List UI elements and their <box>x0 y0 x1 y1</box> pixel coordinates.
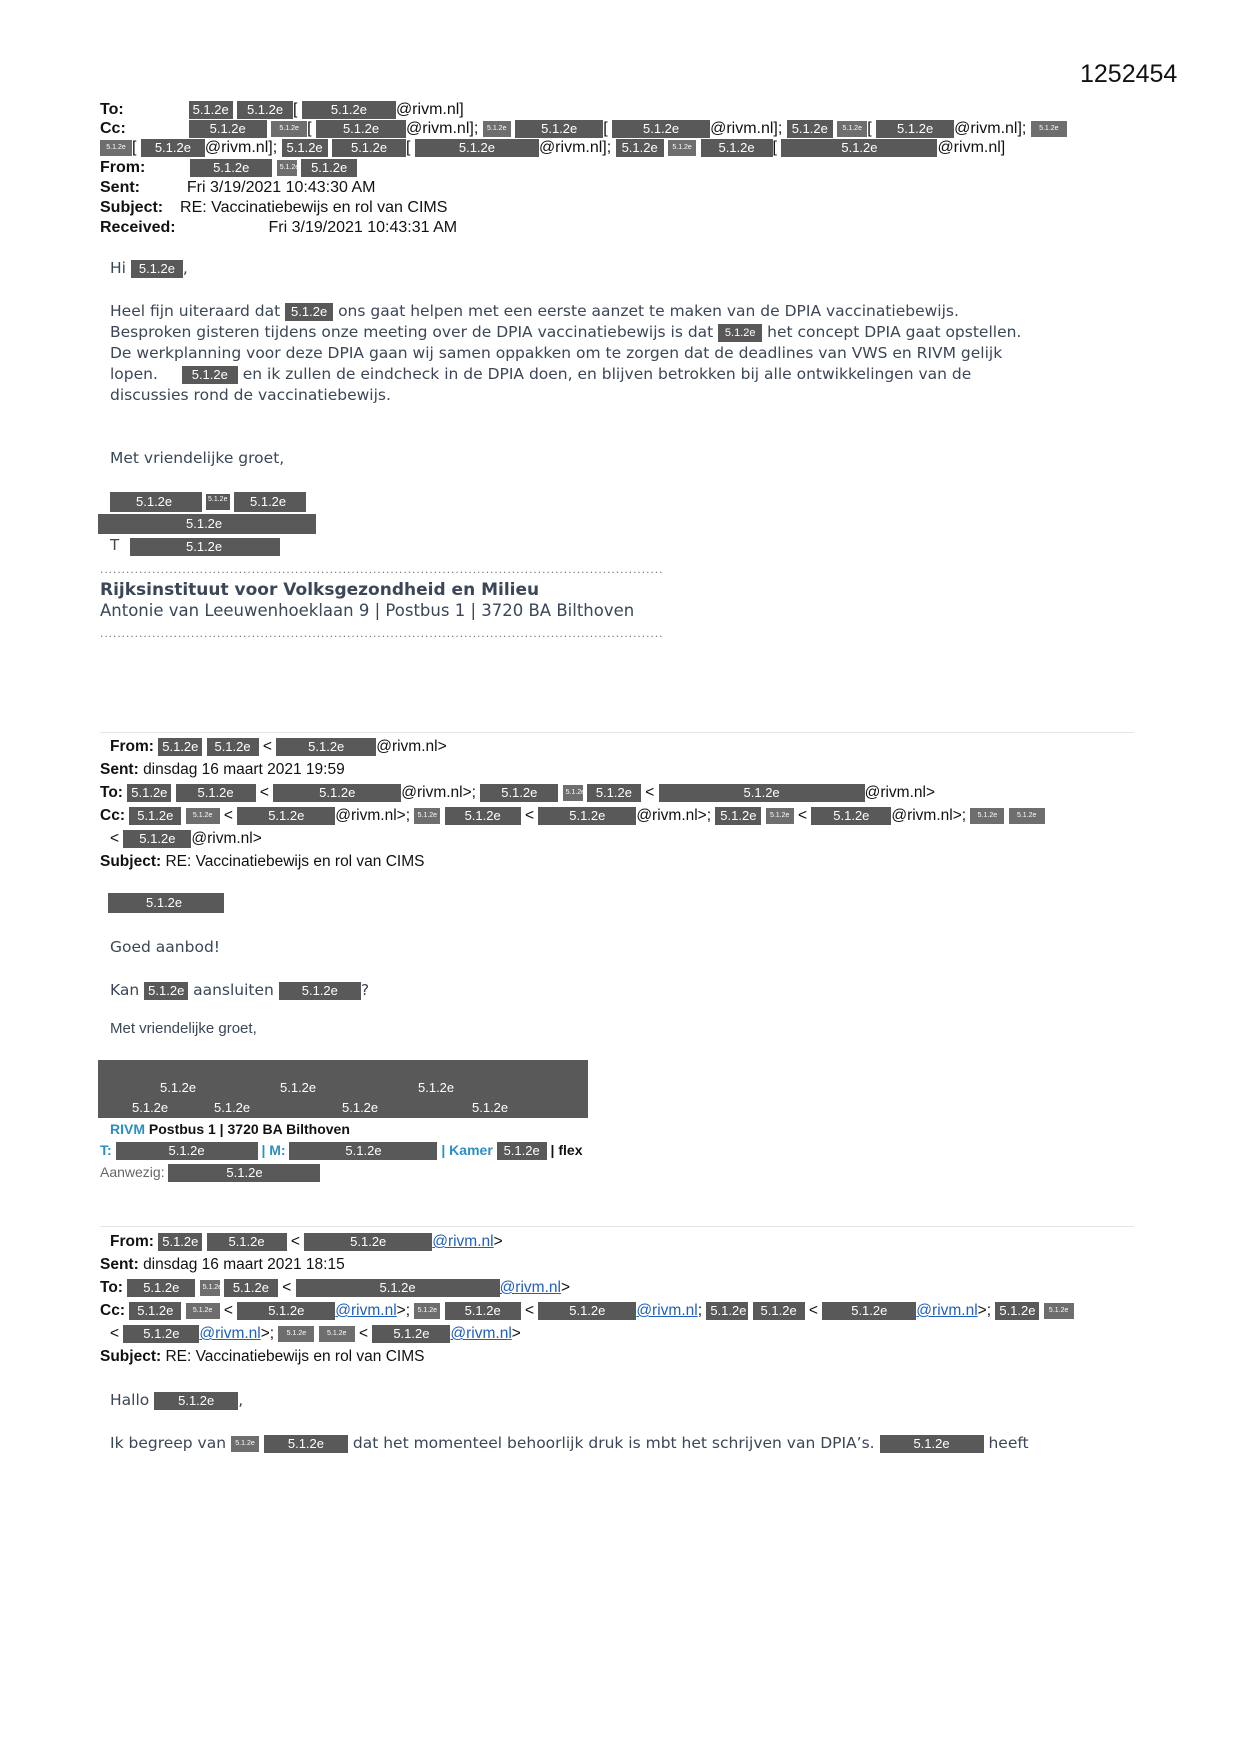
redaction: 5.1.2e <box>480 784 558 802</box>
redaction: 5.1.2e <box>279 982 361 1000</box>
redaction: 5.1.2e <box>234 492 306 512</box>
redaction: 5.1.2e <box>301 159 357 177</box>
email1-sent-line <box>100 178 375 198</box>
email2-cc-line: Cc: 5.1.2e 5.1.2e < 5.1.2e @rivm.nl>; 5.1.2e 5.1.2e < 5.1.2e @rivm.nl>; 5.1.2e 5.1.2e < 5.1.2e @rivm.nl>; 5.1.2e 5.1.2e <box>100 804 1045 827</box>
email-link[interactable]: @rivm.nl <box>636 1302 698 1319</box>
redaction: 5.1.2e <box>129 1302 181 1320</box>
org-name: Rijksinstituut voor Volksgezondheid en Milieu <box>100 580 540 600</box>
email1-subject-line <box>100 198 447 218</box>
redaction: 5.1.2e <box>158 1233 202 1251</box>
to-label: To: <box>100 101 124 118</box>
redaction: 5.1.2e <box>302 101 396 119</box>
email-link[interactable]: @rivm.nl <box>450 1325 512 1342</box>
redaction: 5.1.2e <box>880 1435 984 1453</box>
redaction: 5.1.2e <box>224 1279 278 1297</box>
received-value: Fri 3/19/2021 10:43:31 AM <box>268 219 458 236</box>
redaction: 5.1.2e <box>237 101 293 119</box>
email3-subject-line: Subject: RE: Vaccinatiebewijs en rol van CIMS <box>100 1348 425 1365</box>
email1-closing: Met vriendelijke groet, <box>110 449 285 467</box>
sent-value: Fri 3/19/2021 10:43:30 AM <box>186 179 376 196</box>
org-address: Antonie van Leeuwenhoeklaan 9 | Postbus 1 | 3720 BA Bilthoven <box>100 601 635 620</box>
redaction: 5.1.2e <box>144 982 188 1000</box>
redaction: 5.1.2e <box>787 120 833 138</box>
sent-label: Sent: <box>100 179 140 196</box>
redaction: 5.1.2e <box>766 808 794 824</box>
redaction: 5.1.2e <box>141 139 205 157</box>
redaction: 5.1.2e <box>414 808 440 824</box>
redaction: 5.1.2e <box>237 807 335 825</box>
email-domain: @rivm.nl]; <box>204 139 278 156</box>
email1-from-line <box>100 158 357 178</box>
email2-sig-contact-line: T: 5.1.2e | M: 5.1.2e | Kamer 5.1.2e | flex <box>100 1142 583 1159</box>
redaction: 5.1.2e <box>319 1326 355 1342</box>
divider-dots: .................................................................................................................................. <box>100 562 664 576</box>
redaction: 5.1.2e <box>200 1280 220 1296</box>
received-label: Received: <box>100 219 176 236</box>
redaction: 5.1.2e <box>538 1302 636 1320</box>
redaction: 5.1.2e <box>116 1142 258 1160</box>
redaction: 5.1.2e <box>995 1302 1039 1320</box>
redaction: 5.1.2e <box>237 1302 335 1320</box>
subject-label: Subject: <box>100 199 164 216</box>
redaction: 5.1.2e <box>701 139 773 157</box>
redaction: 5.1.2e <box>715 807 761 825</box>
email2-to-line: To: 5.1.2e 5.1.2e < 5.1.2e @rivm.nl>; 5.1.2e 5.1.2e 5.1.2e < 5.1.2e @rivm.nl> <box>100 784 936 801</box>
email-link[interactable]: @rivm.nl <box>499 1279 561 1296</box>
email2-text-2: Kan 5.1.2e aansluiten 5.1.2e ? <box>110 981 370 999</box>
redaction: 5.1.2e <box>158 738 202 756</box>
redaction: 5.1.2e <box>206 494 230 510</box>
email2-text-1: Goed aanbod! <box>110 938 220 956</box>
redaction: 5.1.2e <box>822 1302 916 1320</box>
email1-cc-line: Cc: 5.1.2e 5.1.2e [ 5.1.2e @rivm.nl]; 5.1.2e 5.1.2e [ 5.1.2e @rivm.nl]; 5.1.2e 5.1.2e [ 5.1.2e @rivm.nl]; 5.1.2e <box>100 119 1067 139</box>
redaction: 5.1.2e <box>415 139 539 157</box>
redaction: 5.1.2e <box>129 807 181 825</box>
redaction: 5.1.2e <box>182 366 238 384</box>
email2-cc-line-2: < 5.1.2e @rivm.nl> <box>110 830 262 847</box>
email2-sig-address-line: RIVM Postbus 1 | 3720 BA Bilthoven <box>110 1121 350 1137</box>
redaction: 5.1.2e <box>207 1233 287 1251</box>
from-label: From: <box>100 159 146 176</box>
redaction: 5.1.2e <box>264 1435 348 1453</box>
redaction: 5.1.2e <box>970 808 1004 824</box>
redaction: 5.1.2e <box>811 807 891 825</box>
redaction: 5.1.2e <box>563 785 583 801</box>
redaction: 5.1.2e <box>186 1303 220 1319</box>
redaction: 5.1.2e <box>659 784 865 802</box>
email3-greeting: Hallo 5.1.2e , <box>110 1391 244 1409</box>
subject-value: RE: Vaccinatiebewijs en rol van CIMS <box>180 199 448 216</box>
email-separator <box>100 1226 1134 1227</box>
email2-sent-line: Sent: dinsdag 16 maart 2021 19:59 <box>100 761 345 778</box>
redaction: 5.1.2e <box>668 140 696 156</box>
redaction: 5.1.2e <box>190 159 272 177</box>
redaction: 5.1.2e <box>332 139 406 157</box>
redaction: 5.1.2e <box>753 1302 805 1320</box>
redaction: 5.1.2e <box>837 121 867 137</box>
redaction: 5.1.2e <box>1044 1303 1074 1319</box>
redaction: 5.1.2e <box>445 1302 521 1320</box>
email-link[interactable]: @rivm.nl <box>335 1302 397 1319</box>
redaction: 5.1.2e <box>123 830 191 848</box>
redaction: 5.1.2e <box>127 1279 195 1297</box>
redaction: 5.1.2e <box>285 303 333 321</box>
redaction: 5.1.2e <box>98 514 316 534</box>
email1-paragraph-line-2: Besproken gisteren tijdens onze meeting over de DPIA vaccinatiebewijs is dat 5.1.2e het concept DPIA gaat opstellen. <box>110 323 1022 341</box>
email3-sent-line: Sent: dinsdag 16 maart 2021 18:15 <box>100 1256 345 1273</box>
email1-paragraph-line-5: discussies rond de vaccinatiebewijs. <box>110 386 391 404</box>
redaction: 5.1.2e <box>100 140 132 156</box>
email-separator <box>100 732 1134 733</box>
redaction: 5.1.2e <box>168 1164 320 1182</box>
email-domain: @rivm.nl]; <box>406 120 479 137</box>
redaction: 5.1.2e <box>414 1303 440 1319</box>
email1-paragraph-line-4: lopen. 5.1.2e en ik zullen de eindcheck in de DPIA doen, en blijven betrokken bij alle ontwikkelingen van de <box>110 365 972 383</box>
email-domain: @rivm.nl] <box>937 139 1006 156</box>
redaction: 5.1.2e <box>497 1142 547 1160</box>
redaction: 5.1.2e <box>189 120 267 138</box>
redaction: 5.1.2e <box>189 101 233 119</box>
redaction: 5.1.2e <box>110 492 202 512</box>
redaction: 5.1.2e <box>718 324 762 342</box>
email3-from-line: From: 5.1.2e 5.1.2e < 5.1.2e @rivm.nl> <box>110 1233 503 1250</box>
email-link[interactable]: @rivm.nl <box>432 1233 494 1250</box>
email1-paragraph-line-1: Heel fijn uiteraard dat 5.1.2e ons gaat helpen met een eerste aanzet te maken van de DPIA vaccinatiebewijs. <box>110 302 959 320</box>
email1-sig-phone-label: T <box>110 536 120 554</box>
email2-sig-aanwezig-line: Aanwezig: 5.1.2e <box>100 1164 320 1182</box>
redaction: 5.1.2e <box>130 538 280 556</box>
redaction: 5.1.2e <box>123 1325 199 1343</box>
redaction: 5.1.2e <box>316 120 406 138</box>
redaction: 5.1.2e <box>304 1233 432 1251</box>
redaction: 5.1.2e <box>612 120 710 138</box>
email1-cc-line-2: 5.1.2e [ 5.1.2e @rivm.nl]; 5.1.2e 5.1.2e [ 5.1.2e @rivm.nl]; 5.1.2e 5.1.2e 5.1.2e [ 5.1.2e @rivm.nl] <box>100 138 1005 158</box>
redaction: 5.1.2e <box>276 738 376 756</box>
email1-to-line: To: 5.1.2e 5.1.2e [ 5.1.2e @rivm.nl] <box>100 101 464 118</box>
redaction: 5.1.2e <box>278 1326 314 1342</box>
redaction: 5.1.2e <box>483 121 511 137</box>
redaction: 5.1.2e <box>587 784 641 802</box>
redaction: 5.1.2e <box>131 260 183 278</box>
redaction: 5.1.2e <box>289 1142 437 1160</box>
redaction: 5.1.2e <box>1031 121 1067 137</box>
cc-label: Cc: <box>100 120 126 137</box>
email1-paragraph-line-3: De werkplanning voor deze DPIA gaan wij samen oppakken om te zorgen dat de deadlines van VWS en RIVM gelijk <box>110 344 1003 362</box>
email-domain: @rivm.nl]; <box>954 120 1027 137</box>
email2-closing: Met vriendelijke groet, <box>110 1020 257 1037</box>
document-number: 1252454 <box>1080 60 1178 88</box>
redaction: 5.1.2e <box>277 160 297 176</box>
redaction: 5.1.2e <box>186 808 220 824</box>
email1-received-line <box>100 218 457 238</box>
redaction: 5.1.2e <box>154 1392 238 1410</box>
email2-from-line: From: 5.1.2e 5.1.2e < 5.1.2e @rivm.nl> <box>110 738 447 755</box>
redaction: 5.1.2e <box>781 139 937 157</box>
email2-subject-line: Subject: RE: Vaccinatiebewijs en rol van CIMS <box>100 853 425 870</box>
redaction: 5.1.2e <box>372 1325 450 1343</box>
redaction: 5.1.2e <box>231 1436 259 1452</box>
redaction: 5.1.2e <box>515 120 603 138</box>
email3-paragraph-line-1: Ik begreep van 5.1.2e 5.1.2e dat het momenteel behoorlijk druk is mbt het schrijven van DPIA’s. 5.1.2e heeft <box>110 1434 1029 1452</box>
redaction: 5.1.2e <box>273 784 401 802</box>
redaction: 5.1.2e <box>616 139 664 157</box>
redaction: 5.1.2e <box>445 807 521 825</box>
redaction: 5.1.2e <box>538 807 636 825</box>
email3-to-line: To: 5.1.2e 5.1.2e 5.1.2e < 5.1.2e @rivm.nl> <box>100 1279 570 1296</box>
email-link[interactable]: @rivm.nl <box>916 1302 978 1319</box>
redaction-block: 5.1.2e 5.1.2e 5.1.2e 5.1.2e 5.1.2e 5.1.2e 5.1.2e <box>98 1060 588 1118</box>
email3-cc-line: Cc: 5.1.2e 5.1.2e < 5.1.2e @rivm.nl>; 5.1.2e 5.1.2e < 5.1.2e @rivm.nl; 5.1.2e 5.1.2e < 5.1.2e @rivm.nl>; 5.1.2e 5.1.2e <box>100 1299 1074 1322</box>
redaction: 5.1.2e <box>296 1279 500 1297</box>
redaction: 5.1.2e <box>207 738 259 756</box>
email-domain: @rivm.nl]; <box>710 120 783 137</box>
redaction: 5.1.2e <box>706 1302 748 1320</box>
email1-greeting: Hi 5.1.2e , <box>110 259 188 277</box>
email-domain: @rivm.nl]; <box>538 139 612 156</box>
redaction: 5.1.2e <box>876 120 954 138</box>
email-domain: @rivm.nl] <box>395 101 464 118</box>
divider-dots: .................................................................................................................................. <box>100 626 664 640</box>
redaction: 5.1.2e <box>127 784 171 802</box>
redaction: 5.1.2e <box>176 784 256 802</box>
redaction: 5.1.2e <box>282 139 328 157</box>
redaction: 5.1.2e <box>108 893 224 913</box>
redaction: 5.1.2e <box>271 121 307 137</box>
redaction: 5.1.2e <box>1009 808 1045 824</box>
email-link[interactable]: @rivm.nl <box>199 1325 261 1342</box>
email3-cc-line-2: < 5.1.2e @rivm.nl>; 5.1.2e 5.1.2e < 5.1.2e @rivm.nl> <box>110 1325 521 1342</box>
